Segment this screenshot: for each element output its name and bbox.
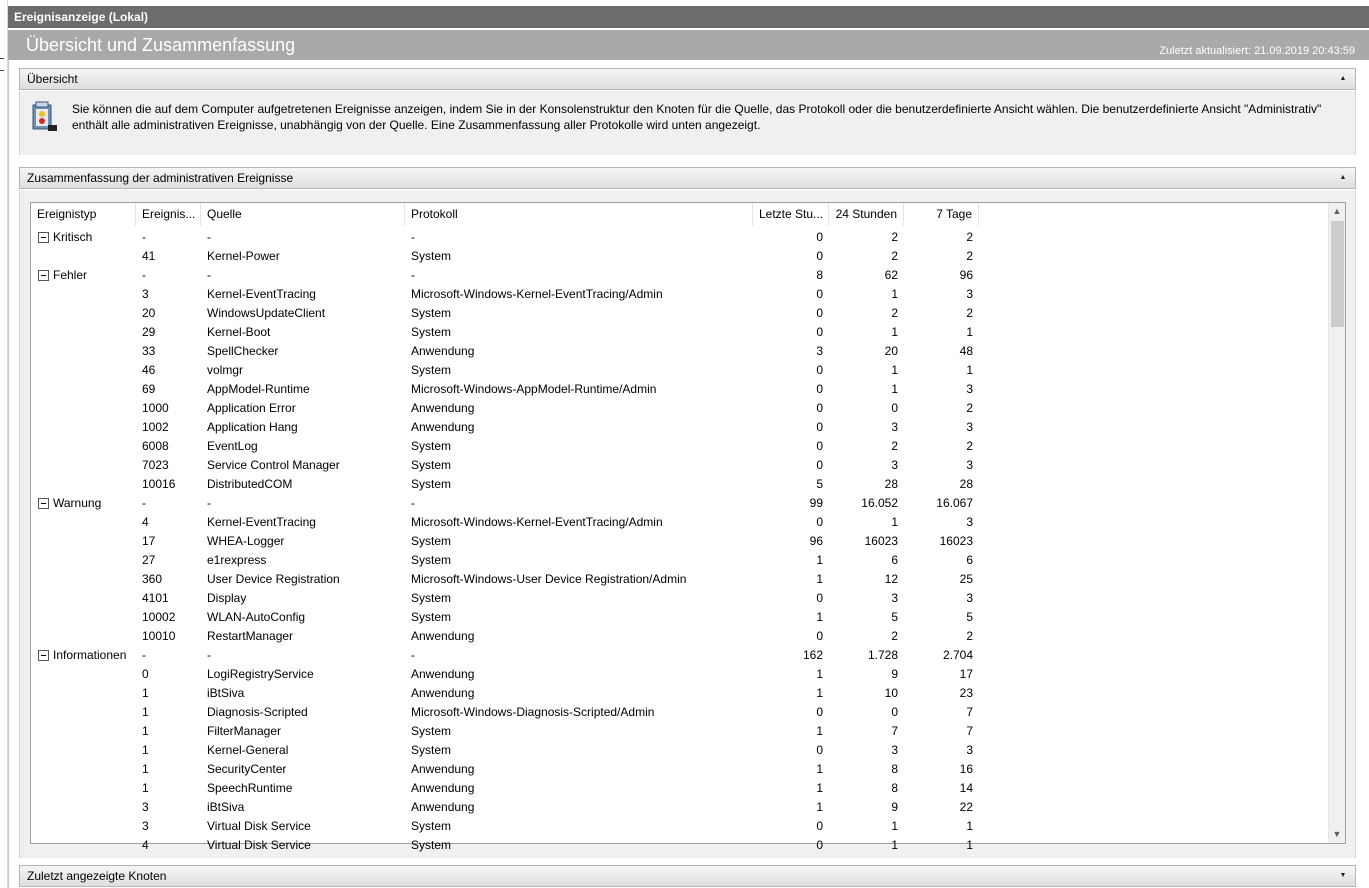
source-cell: - xyxy=(207,268,211,282)
column-header-24-hours[interactable]: 24 Stunden xyxy=(829,203,904,226)
last-hour-cell: 0 xyxy=(816,401,823,415)
log-cell: Anwendung xyxy=(411,344,475,358)
column-header-7-days[interactable]: 7 Tage xyxy=(904,203,979,226)
table-row[interactable] xyxy=(31,589,1329,608)
table-row[interactable] xyxy=(31,760,1329,779)
week-count-cell: 48 xyxy=(959,344,973,358)
table-row[interactable] xyxy=(31,361,1329,380)
event-id-cell: - xyxy=(142,496,146,510)
source-cell: e1rexpress xyxy=(207,553,267,567)
last-hour-cell: 0 xyxy=(816,325,823,339)
log-cell: Anwendung xyxy=(411,686,475,700)
log-cell: System xyxy=(411,610,452,624)
table-row[interactable] xyxy=(31,703,1329,722)
last-hour-cell: 0 xyxy=(816,458,823,472)
table-group-row[interactable] xyxy=(31,646,1329,665)
log-cell: Anwendung xyxy=(411,401,475,415)
table-row[interactable] xyxy=(31,323,1329,342)
expand-arrow-icon[interactable]: ▼ xyxy=(1339,872,1347,879)
source-cell: Virtual Disk Service xyxy=(207,838,311,852)
overview-body xyxy=(19,91,1356,155)
event-id-cell: 7023 xyxy=(142,458,169,472)
source-cell: Service Control Manager xyxy=(207,458,340,472)
week-count-cell: 17 xyxy=(959,667,973,681)
day-count-cell: 2 xyxy=(891,439,898,453)
event-id-cell: 1 xyxy=(142,762,149,776)
week-count-cell: 2 xyxy=(966,401,973,415)
day-count-cell: 12 xyxy=(884,572,898,586)
log-cell: System xyxy=(411,838,452,852)
source-cell: EventLog xyxy=(207,439,258,453)
event-id-cell: 1 xyxy=(142,781,149,795)
event-id-cell: 1002 xyxy=(142,420,169,434)
log-cell: Anwendung xyxy=(411,781,475,795)
source-cell: Application Hang xyxy=(207,420,298,434)
day-count-cell: 2 xyxy=(891,249,898,263)
overview-section-title: Übersicht xyxy=(27,72,78,86)
last-hour-cell: 96 xyxy=(809,534,823,548)
scroll-down-icon[interactable]: ▼ xyxy=(1332,829,1342,839)
last-hour-cell: 1 xyxy=(816,610,823,624)
tree-collapse-icon[interactable] xyxy=(38,270,49,281)
table-row[interactable] xyxy=(31,399,1329,418)
week-count-cell: 5 xyxy=(966,610,973,624)
last-hour-cell: 3 xyxy=(816,344,823,358)
console-tree-edge xyxy=(0,0,8,888)
source-cell: Display xyxy=(207,591,247,605)
week-count-cell: 7 xyxy=(966,705,973,719)
event-id-cell: 1 xyxy=(142,705,149,719)
table-group-row[interactable] xyxy=(31,228,1329,247)
event-id-cell: 46 xyxy=(142,363,156,377)
event-id-cell: 3 xyxy=(142,287,149,301)
log-cell: Anwendung xyxy=(411,420,475,434)
week-count-cell: 2 xyxy=(966,439,973,453)
log-cell: System xyxy=(411,439,452,453)
source-cell: - xyxy=(207,496,211,510)
day-count-cell: 10 xyxy=(884,686,898,700)
day-count-cell: 3 xyxy=(891,420,898,434)
tree-collapse-icon[interactable] xyxy=(38,232,49,243)
log-cell: - xyxy=(411,268,415,282)
day-count-cell: 1 xyxy=(891,382,898,396)
log-cell: - xyxy=(411,230,415,244)
last-hour-cell: 1 xyxy=(816,686,823,700)
source-cell: WHEA-Logger xyxy=(207,534,285,548)
log-cell: System xyxy=(411,553,452,567)
log-cell: System xyxy=(411,458,452,472)
source-cell: FilterManager xyxy=(207,724,282,738)
last-updated-label: Zuletzt aktualisiert: 21.09.2019 20:43:59 xyxy=(1159,45,1355,57)
log-cell: System xyxy=(411,591,452,605)
last-hour-cell: 0 xyxy=(816,838,823,852)
day-count-cell: 7 xyxy=(891,724,898,738)
day-count-cell: 20 xyxy=(884,344,898,358)
source-cell: Virtual Disk Service xyxy=(207,819,311,833)
column-header-event-id[interactable]: Ereignis... xyxy=(136,203,201,226)
scroll-up-icon[interactable]: ▲ xyxy=(1332,206,1342,216)
day-count-cell: 9 xyxy=(891,667,898,681)
log-cell: - xyxy=(411,496,415,510)
event-id-cell: 3 xyxy=(142,819,149,833)
last-hour-cell: 0 xyxy=(816,420,823,434)
day-count-cell: 1.728 xyxy=(867,648,898,662)
last-hour-cell: 0 xyxy=(816,705,823,719)
event-id-cell: 3 xyxy=(142,800,149,814)
day-count-cell: 2 xyxy=(891,306,898,320)
tree-line xyxy=(0,70,4,71)
summary-table xyxy=(30,202,1346,852)
table-row[interactable] xyxy=(31,817,1329,836)
source-cell: AppModel-Runtime xyxy=(207,382,310,396)
log-cell: Microsoft-Windows-AppModel-Runtime/Admin xyxy=(411,382,657,396)
week-count-cell: 25 xyxy=(959,572,973,586)
week-count-cell: 2.704 xyxy=(942,648,973,662)
table-group-row[interactable] xyxy=(31,494,1329,513)
log-cell: Anwendung xyxy=(411,667,475,681)
last-hour-cell: 8 xyxy=(816,268,823,282)
event-type-cell: Fehler xyxy=(53,268,88,282)
table-row[interactable] xyxy=(31,437,1329,456)
overview-text-line: Sie können die auf dem Computer aufgetretenen Ereignisse anzeigen, indem Sie in der Konsolenstruktur den Knoten für die Quelle, das Protokoll oder die benutzerdefinierte Ansicht wählen. Die benutzerdefinierte Ansicht "Administrativ" xyxy=(72,102,1322,116)
last-hour-cell: 0 xyxy=(816,249,823,263)
table-row[interactable] xyxy=(31,513,1329,532)
table-row[interactable] xyxy=(31,342,1329,361)
table-body xyxy=(31,228,1329,855)
event-id-cell: 69 xyxy=(142,382,156,396)
event-type-cell: Informationen xyxy=(53,648,127,662)
event-id-cell: 360 xyxy=(142,572,163,586)
day-count-cell: 2 xyxy=(891,629,898,643)
last-hour-cell: 1 xyxy=(816,781,823,795)
week-count-cell: 22 xyxy=(959,800,973,814)
day-count-cell: 6 xyxy=(891,553,898,567)
log-cell: Microsoft-Windows-Kernel-EventTracing/Admin xyxy=(411,287,663,301)
day-count-cell: 1 xyxy=(891,287,898,301)
week-count-cell: 1 xyxy=(966,325,973,339)
event-id-cell: 33 xyxy=(142,344,156,358)
log-cell: Microsoft-Windows-Diagnosis-Scripted/Admin xyxy=(411,705,655,719)
log-cell: System xyxy=(411,534,452,548)
source-cell: User Device Registration xyxy=(207,572,340,586)
recent-nodes-section-title: Zuletzt angezeigte Knoten xyxy=(27,869,167,883)
table-row[interactable] xyxy=(31,418,1329,437)
week-count-cell: 1 xyxy=(966,363,973,377)
week-count-cell: 14 xyxy=(959,781,973,795)
last-hour-cell: 5 xyxy=(816,477,823,491)
table-row[interactable] xyxy=(31,285,1329,304)
tree-line xyxy=(0,58,4,59)
source-cell: WLAN-AutoConfig xyxy=(207,610,306,624)
week-count-cell: 1 xyxy=(966,819,973,833)
event-id-cell: 1000 xyxy=(142,401,169,415)
source-cell: DistributedCOM xyxy=(207,477,293,491)
week-count-cell: 3 xyxy=(966,382,973,396)
log-cell: System xyxy=(411,724,452,738)
log-cell: Microsoft-Windows-Kernel-EventTracing/Admin xyxy=(411,515,663,529)
source-cell: Kernel-EventTracing xyxy=(207,515,316,529)
vertical-scrollbar[interactable] xyxy=(1328,203,1345,843)
table-row[interactable] xyxy=(31,456,1329,475)
source-cell: iBtSiva xyxy=(207,686,245,700)
event-id-cell: - xyxy=(142,268,146,282)
table-row[interactable] xyxy=(31,304,1329,323)
log-cell: Anwendung xyxy=(411,629,475,643)
column-header-source[interactable]: Quelle xyxy=(201,203,405,226)
source-cell: SecurityCenter xyxy=(207,762,287,776)
last-hour-cell: 0 xyxy=(816,306,823,320)
last-hour-cell: 0 xyxy=(816,382,823,396)
last-hour-cell: 1 xyxy=(816,667,823,681)
page-title: Übersicht und Zusammenfassung xyxy=(26,35,296,55)
event-id-cell: 4 xyxy=(142,515,149,529)
day-count-cell: 1 xyxy=(891,325,898,339)
event-id-cell: 27 xyxy=(142,553,156,567)
last-hour-cell: 1 xyxy=(816,572,823,586)
last-hour-cell: 0 xyxy=(816,287,823,301)
source-cell: WindowsUpdateClient xyxy=(207,306,326,320)
tree-collapse-icon[interactable] xyxy=(38,650,49,661)
table-row[interactable] xyxy=(31,608,1329,627)
page-header xyxy=(8,30,1369,60)
source-cell: Kernel-Boot xyxy=(207,325,271,339)
summary-section-header[interactable] xyxy=(19,167,1356,189)
summary-section-title: Zusammenfassung der administrativen Ereignisse xyxy=(27,171,294,185)
event-id-cell: 6008 xyxy=(142,439,169,453)
table-row[interactable] xyxy=(31,741,1329,760)
log-cell: System xyxy=(411,477,452,491)
event-id-cell: 1 xyxy=(142,743,149,757)
source-cell: Kernel-Power xyxy=(207,249,280,263)
last-hour-cell: 0 xyxy=(816,629,823,643)
source-cell: volmgr xyxy=(207,363,244,377)
event-id-cell: 4 xyxy=(142,838,149,852)
day-count-cell: 8 xyxy=(891,762,898,776)
event-id-cell: 41 xyxy=(142,249,156,263)
source-cell: iBtSiva xyxy=(207,800,245,814)
table-row[interactable] xyxy=(31,627,1329,646)
day-count-cell: 1 xyxy=(891,838,898,852)
last-hour-cell: 99 xyxy=(809,496,823,510)
recent-nodes-section-header[interactable] xyxy=(19,865,1356,887)
source-cell: LogiRegistryService xyxy=(207,667,314,681)
source-cell: - xyxy=(207,648,211,662)
log-cell: - xyxy=(411,648,415,662)
table-row[interactable] xyxy=(31,798,1329,817)
table-row[interactable] xyxy=(31,475,1329,494)
week-count-cell: 2 xyxy=(966,230,973,244)
day-count-cell: 0 xyxy=(891,401,898,415)
collapse-arrow-icon[interactable]: ▲ xyxy=(1339,174,1347,181)
column-header-log[interactable]: Protokoll xyxy=(405,203,753,226)
event-viewer-icon xyxy=(31,101,59,133)
log-cell: System xyxy=(411,743,452,757)
log-cell: System xyxy=(411,325,452,339)
day-count-cell: 2 xyxy=(891,230,898,244)
log-cell: Anwendung xyxy=(411,800,475,814)
log-cell: System xyxy=(411,363,452,377)
last-hour-cell: 0 xyxy=(816,230,823,244)
event-type-cell: Kritisch xyxy=(53,230,93,244)
source-cell: Application Error xyxy=(207,401,296,415)
day-count-cell: 1 xyxy=(891,363,898,377)
overview-section-header[interactable] xyxy=(19,68,1356,90)
table-row[interactable] xyxy=(31,380,1329,399)
scroll-thumb[interactable] xyxy=(1331,221,1344,327)
event-id-cell: - xyxy=(142,648,146,662)
event-id-cell: 0 xyxy=(142,667,149,681)
overview-description xyxy=(72,101,1342,133)
day-count-cell: 5 xyxy=(891,610,898,624)
table-group-row[interactable] xyxy=(31,266,1329,285)
source-cell: SpellChecker xyxy=(207,344,279,358)
source-cell: SpeechRuntime xyxy=(207,781,293,795)
last-hour-cell: 0 xyxy=(816,591,823,605)
log-cell: System xyxy=(411,306,452,320)
collapse-arrow-icon[interactable]: ▲ xyxy=(1339,75,1347,82)
day-count-cell: 16023 xyxy=(864,534,898,548)
last-hour-cell: 1 xyxy=(816,724,823,738)
week-count-cell: 16 xyxy=(959,762,973,776)
week-count-cell: 16023 xyxy=(939,534,973,548)
event-id-cell: - xyxy=(142,230,146,244)
source-cell: RestartManager xyxy=(207,629,294,643)
event-id-cell: 20 xyxy=(142,306,156,320)
week-count-cell: 3 xyxy=(966,591,973,605)
log-cell: Anwendung xyxy=(411,762,475,776)
week-count-cell: 6 xyxy=(966,553,973,567)
week-count-cell: 7 xyxy=(966,724,973,738)
table-row[interactable] xyxy=(31,551,1329,570)
event-id-cell: 29 xyxy=(142,325,156,339)
last-hour-cell: 0 xyxy=(816,515,823,529)
week-count-cell: 3 xyxy=(966,743,973,757)
source-cell: Diagnosis-Scripted xyxy=(207,705,308,719)
week-count-cell: 3 xyxy=(966,287,973,301)
source-cell: - xyxy=(207,230,211,244)
week-count-cell: 2 xyxy=(966,629,973,643)
day-count-cell: 3 xyxy=(891,458,898,472)
table-row[interactable] xyxy=(31,247,1329,266)
log-cell: System xyxy=(411,249,452,263)
day-count-cell: 28 xyxy=(884,477,898,491)
last-hour-cell: 0 xyxy=(816,819,823,833)
table-header xyxy=(31,203,1329,226)
log-cell: System xyxy=(411,819,452,833)
week-count-cell: 3 xyxy=(966,420,973,434)
table-row[interactable] xyxy=(31,722,1329,741)
last-hour-cell: 1 xyxy=(816,762,823,776)
column-header-last-hour[interactable]: Letzte Stu... xyxy=(753,203,829,226)
event-id-cell: 17 xyxy=(142,534,156,548)
last-hour-cell: 0 xyxy=(816,439,823,453)
event-id-cell: 4101 xyxy=(142,591,169,605)
event-id-cell: 10016 xyxy=(142,477,176,491)
week-count-cell: 2 xyxy=(966,306,973,320)
week-count-cell: 96 xyxy=(959,268,973,282)
week-count-cell: 1 xyxy=(966,838,973,852)
last-hour-cell: 162 xyxy=(802,648,823,662)
event-type-cell: Warnung xyxy=(53,496,102,510)
day-count-cell: 1 xyxy=(891,819,898,833)
week-count-cell: 28 xyxy=(959,477,973,491)
week-count-cell: 3 xyxy=(966,458,973,472)
week-count-cell: 23 xyxy=(959,686,973,700)
table-row[interactable] xyxy=(31,779,1329,798)
day-count-cell: 1 xyxy=(891,515,898,529)
last-hour-cell: 0 xyxy=(816,363,823,377)
column-header-event-type[interactable]: Ereignistyp xyxy=(31,203,136,226)
table-row[interactable] xyxy=(31,836,1329,855)
log-cell: Microsoft-Windows-User Device Registration/Admin xyxy=(411,572,687,586)
last-hour-cell: 1 xyxy=(816,800,823,814)
event-id-cell: 1 xyxy=(142,724,149,738)
tree-collapse-icon[interactable] xyxy=(38,498,49,509)
event-id-cell: 1 xyxy=(142,686,149,700)
table-row[interactable] xyxy=(31,532,1329,551)
week-count-cell: 2 xyxy=(966,249,973,263)
day-count-cell: 9 xyxy=(891,800,898,814)
day-count-cell: 0 xyxy=(891,705,898,719)
window-title: Ereignisanzeige (Lokal) xyxy=(8,6,1369,28)
week-count-cell: 16.067 xyxy=(936,496,973,510)
day-count-cell: 3 xyxy=(891,591,898,605)
event-id-cell: 10002 xyxy=(142,610,176,624)
source-cell: Kernel-EventTracing xyxy=(207,287,316,301)
table-row[interactable] xyxy=(31,684,1329,703)
day-count-cell: 3 xyxy=(891,743,898,757)
week-count-cell: 3 xyxy=(966,515,973,529)
overview-text-line: enthält alle administrativen Ereignisse, unabhängig von der Quelle. Eine Zusammenfassung aller Protokolle wird unten angezeigt. xyxy=(72,118,761,132)
last-hour-cell: 1 xyxy=(816,553,823,567)
day-count-cell: 16.052 xyxy=(861,496,898,510)
table-row[interactable] xyxy=(31,665,1329,684)
event-id-cell: 10010 xyxy=(142,629,176,643)
last-hour-cell: 0 xyxy=(816,743,823,757)
source-cell: Kernel-General xyxy=(207,743,289,757)
day-count-cell: 62 xyxy=(884,268,898,282)
day-count-cell: 8 xyxy=(891,781,898,795)
table-row[interactable] xyxy=(31,570,1329,589)
